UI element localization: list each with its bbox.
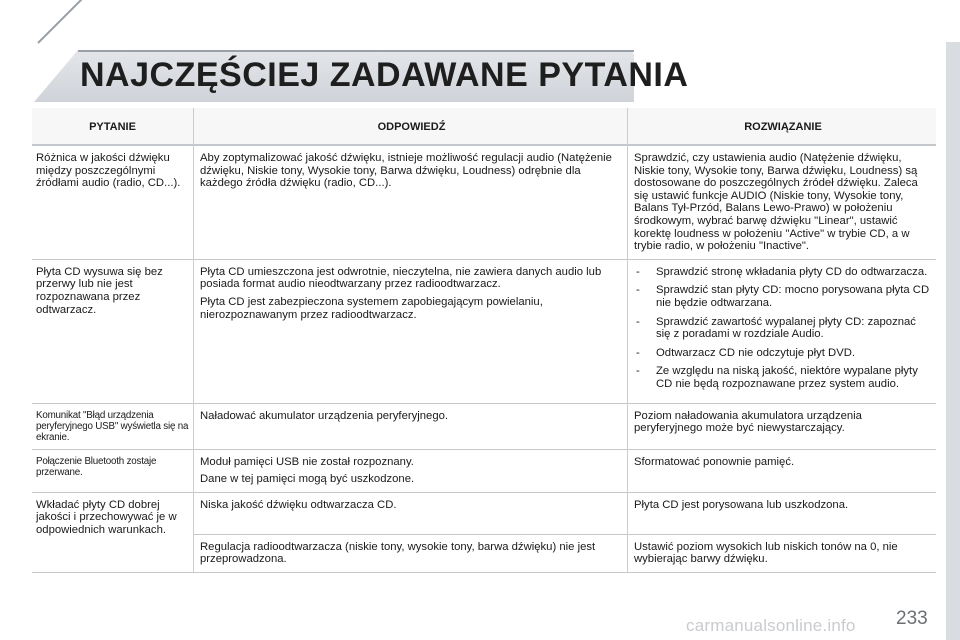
list-item: - Ze względu na niską jakość, niektóre wypalane płyty CD nie będą rozpoznawane przez system audio. [634, 365, 932, 390]
row4-answer-para1: Moduł pamięci USB nie został rozpoznany. [200, 455, 414, 468]
header-question: PYTANIE [32, 108, 194, 146]
list-item: - Sprawdzić zawartość wypalanej płyty CD: zapoznać się z poradami w rozdziale Audio. [634, 316, 932, 341]
header-solution: ROZWIĄZANIE [628, 108, 936, 146]
row2-answer-para1: Płyta CD umieszczona jest odwrotnie, nieczytelna, nie zawiera danych audio lub posiada format audio nieodtwarzany przez radioodtwarzacz. [200, 265, 602, 291]
row5-answer: Niska jakość dźwięku odtwarzacza CD. [194, 493, 628, 535]
row3-answer: Naładować akumulator urządzenia peryferyjnego. [194, 404, 628, 450]
row2-solution-list [634, 266, 932, 391]
list-item: - Odtwarzacz CD nie odczytuje płyt DVD. [634, 347, 932, 360]
list-item: - Sprawdzić stan płyty CD: mocno porysowana płyta CD nie będzie odtwarzana. [634, 284, 932, 309]
row5-question: Wkładać płyty CD dobrej jakości i przechowywać je w odpowiednich warunkach. [32, 493, 194, 573]
row4-answer [194, 450, 628, 493]
row1-solution: Sprawdzić, czy ustawienia audio (Natężenie dźwięku, Niskie tony, Wysokie tony, Barwa dźwięku, Loudness) są dostosowane do poszczególnych źródeł dźwięku. Zaleca się ustawić funkcje AUDIO (Niskie tony, Wysokie tony, Balans Tył-Przód, Balans Lewo-Prawo) w położeniu środkowym, wybrać barwę dźwięku "Linear", ustawić korektę loudness w położeniu "Active" w trybie CD, a w trybie radio, w położeniu "Inactive". [628, 146, 936, 260]
row5-solution: Płyta CD jest porysowana lub uszkodzona. [628, 493, 936, 535]
faq-table [32, 108, 936, 573]
row2-question: Płyta CD wysuwa się bez przerwy lub nie jest rozpoznawana przez odtwarzacz. [32, 260, 194, 404]
row6-answer: Regulacja radioodtwarzacza (niskie tony, wysokie tony, barwa dźwięku) nie jest przeprowadzona. [194, 535, 628, 573]
row2-answer-para2: Płyta CD jest zabezpieczona systemem zapobiegającym powielaniu, nierozpoznawanym przez radioodtwarzacz. [200, 295, 543, 321]
watermark: carmanualsonline.info [686, 616, 856, 635]
row3-question: Komunikat "Błąd urządzenia peryferyjnego USB" wyświetla się na ekranie. [32, 404, 194, 450]
row4-question: Połączenie Bluetooth zostaje przerwane. [32, 450, 194, 493]
row1-answer: Aby zoptymalizować jakość dźwięku, istnieje możliwość regulacji audio (Natężenie dźwięku, Niskie tony, Wysokie tony, Barwa dźwięku, Loudness) odrębnie dla każdego źródła dźwięku (radio, CD...). [194, 146, 628, 260]
title-banner-line [78, 50, 634, 52]
page-number: 233 [896, 608, 928, 629]
row1-question: Różnica w jakości dźwięku między poszczególnymi źródłami audio (radio, CD...). [32, 146, 194, 260]
page-title: NAJCZĘŚCIEJ ZADAWANE PYTANIA [80, 56, 689, 94]
row4-solution: Sformatować ponownie pamięć. [628, 450, 936, 493]
row3-solution: Poziom naładowania akumulatora urządzenia peryferyjnego może być niewystarczający. [628, 404, 936, 450]
header-answer: ODPOWIEDŹ [194, 108, 628, 146]
row2-solution [628, 260, 936, 404]
page-edge-strip [946, 42, 960, 640]
list-item: - Sprawdzić stronę wkładania płyty CD do odtwarzacza. [634, 266, 932, 279]
row6-solution: Ustawić poziom wysokich lub niskich tonów na 0, nie wybierając barwy dźwięku. [628, 535, 936, 573]
row2-answer [194, 260, 628, 404]
row4-answer-para2: Dane w tej pamięci mogą być uszkodzone. [200, 473, 415, 486]
